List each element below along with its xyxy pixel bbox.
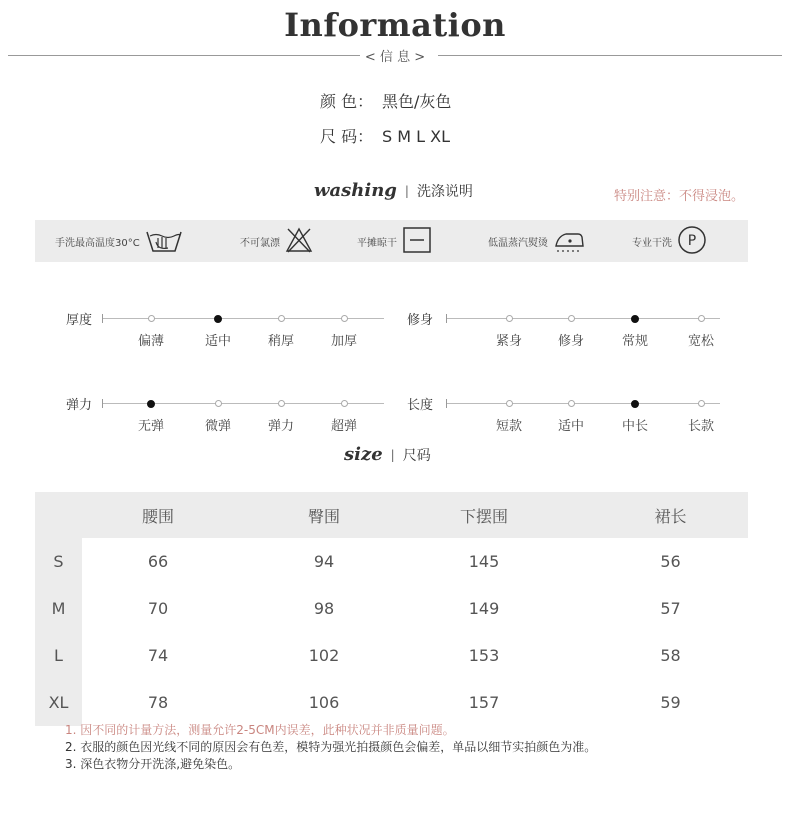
scale-dot	[698, 400, 705, 407]
size-col-header: 臀围	[273, 492, 375, 538]
scale-line	[446, 403, 720, 404]
spec-size-row	[320, 124, 450, 147]
scale-label: 厚度	[66, 313, 93, 328]
size-row-label: S	[35, 538, 82, 585]
no-bleach-icon	[280, 226, 314, 257]
scale-dot-selected	[631, 315, 639, 323]
table-cell: 70	[147, 599, 169, 618]
scale-label: 长度	[407, 398, 434, 413]
table-cell: 58	[660, 646, 681, 665]
scale-dot-selected	[631, 400, 639, 408]
dry-clean-p-icon	[672, 225, 708, 258]
spec-color-row	[320, 89, 451, 112]
size-label: 尺码	[402, 447, 431, 464]
scale-dot	[148, 315, 155, 322]
table-cell: 157	[468, 693, 500, 712]
scale-dot-selected	[147, 400, 155, 408]
table-row	[35, 538, 748, 585]
scale-dot	[341, 400, 348, 407]
size-row-label: L	[35, 632, 82, 679]
wash-item-label: 手洗最高温度30°C	[55, 237, 140, 249]
scale-dot	[568, 315, 575, 322]
size-col-header: 腰围	[82, 492, 273, 538]
size-row-label: M	[35, 585, 82, 632]
scale-option: 偏薄	[137, 334, 164, 349]
table-cell: 145	[468, 552, 500, 571]
scale-option: 短款	[495, 419, 522, 434]
scale-start-tick	[102, 399, 103, 408]
size-table-header	[35, 492, 748, 538]
scale-option: 加厚	[330, 334, 357, 349]
table-cell: 56	[660, 552, 681, 571]
scale-start-tick	[102, 314, 103, 323]
scale-option: 修身	[557, 334, 584, 349]
scale-dot	[278, 315, 285, 322]
page-title: Information	[284, 6, 506, 44]
size-table	[35, 492, 748, 726]
table-cell: 57	[660, 599, 681, 618]
scale-dot	[698, 315, 705, 322]
scale-option: 适中	[204, 334, 231, 349]
table-cell: 78	[147, 693, 169, 712]
scale-option: 稍厚	[267, 334, 294, 349]
scale-start-tick	[446, 314, 447, 323]
spec-size-key: 尺 码：	[320, 127, 374, 146]
size-heading	[344, 444, 431, 465]
note-item: 2. 衣服的颜色因光线不同的原因会有色差，模特为强光拍摄颜色会偏差，单品以细节实拍颜色为准。	[65, 740, 597, 754]
notes	[65, 722, 596, 773]
washing-heading	[314, 180, 473, 201]
dry-flat-icon	[397, 226, 433, 257]
size-col-header	[35, 492, 82, 538]
wash-item-label: 不可氯漂	[240, 237, 280, 249]
spec-size-value: S M L XL	[382, 127, 451, 146]
size-row-label: XL	[35, 679, 82, 726]
scale-option: 常规	[621, 334, 648, 349]
scale-option: 无弹	[137, 419, 164, 434]
wash-item-dry-clean	[632, 220, 708, 262]
scale-option: 适中	[557, 419, 584, 434]
table-cell: 106	[308, 693, 340, 712]
scale-option: 宽松	[687, 334, 714, 349]
table-cell: 153	[468, 646, 500, 665]
wash-item-label: 低温蒸汽熨烫	[488, 237, 548, 249]
scale-dot	[341, 315, 348, 322]
wash-item-dry-flat	[357, 220, 433, 262]
scale-option: 长款	[687, 419, 714, 434]
table-cell: 74	[147, 646, 169, 665]
scale-dot	[506, 315, 513, 322]
scale-label: 修身	[407, 313, 434, 328]
washing-script-label: washing	[314, 180, 397, 201]
note-item: 1. 因不同的计量方法，测量允许2-5CM内误差，此种状况并非质量问题。	[65, 723, 455, 737]
spec-color-key: 颜 色：	[320, 92, 374, 111]
scale-option: 紧身	[495, 334, 522, 349]
scale-dot-selected	[214, 315, 222, 323]
heading-separator: |	[404, 183, 409, 198]
table-row	[35, 632, 748, 679]
spec-color-value: 黑色/灰色	[382, 92, 452, 111]
washing-instructions-bar	[35, 220, 748, 262]
size-col-header: 下摆围	[375, 492, 593, 538]
hand-wash-icon	[140, 226, 184, 257]
scale-option: 微弹	[204, 419, 231, 434]
wash-item-label: 平摊晾干	[357, 237, 397, 249]
washing-warning: 特别注意：不得浸泡。	[614, 189, 745, 204]
scale-option: 中长	[621, 419, 648, 434]
wash-item-label: 专业干洗	[632, 237, 672, 249]
scale-dot	[278, 400, 285, 407]
scale-label: 弹力	[66, 398, 93, 413]
table-cell: 66	[147, 552, 169, 571]
scale-option: 弹力	[267, 419, 294, 434]
wash-item-hand-wash	[55, 220, 184, 262]
svg-text:P: P	[687, 232, 697, 249]
scale-dot	[215, 400, 222, 407]
table-cell: 94	[313, 552, 335, 571]
wash-item-low-steam-iron	[488, 220, 586, 262]
table-cell: 102	[308, 646, 340, 665]
size-script-label: size	[344, 444, 383, 465]
scale-dot	[506, 400, 513, 407]
note-item: 3. 深色衣物分开洗涤,避免染色。	[65, 757, 241, 771]
low-steam-iron-icon	[548, 226, 586, 257]
table-cell: 149	[468, 599, 500, 618]
washing-label: 洗涤说明	[416, 183, 473, 200]
scale-option: 超弹	[330, 419, 357, 434]
table-row	[35, 679, 748, 726]
scale-start-tick	[446, 399, 447, 408]
table-cell: 98	[313, 599, 335, 618]
table-cell: 59	[660, 693, 681, 712]
size-col-header: 裙长	[593, 492, 748, 538]
page-subtitle: < 信 息 >	[364, 50, 426, 65]
scale-dot	[568, 400, 575, 407]
wash-item-no-bleach	[240, 220, 314, 262]
scale-line	[446, 318, 720, 319]
heading-separator: |	[390, 447, 395, 462]
table-row	[35, 585, 748, 632]
